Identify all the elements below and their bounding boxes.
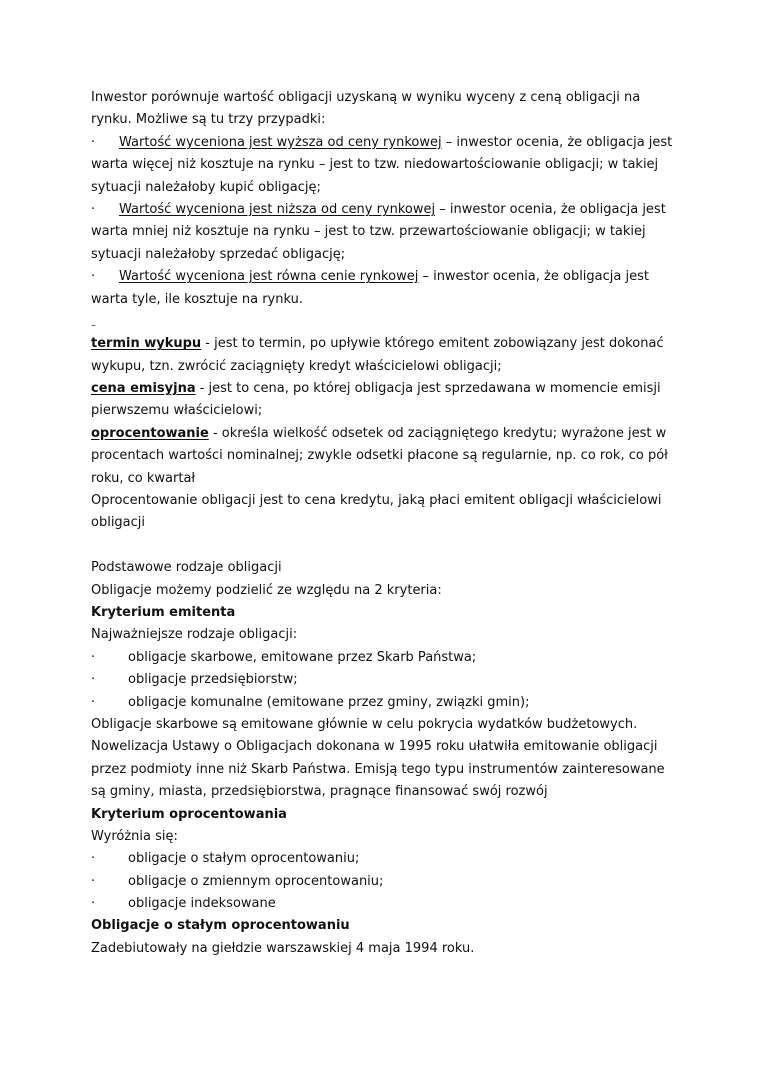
list-item-text: obligacje przedsiębiorstw;: [128, 672, 298, 688]
bullet-dot: ·: [91, 694, 96, 710]
emitent-paragraph-line: są gminy, miasta, przedsiębiorstwa, pragnące finansować swój rozwój: [91, 784, 548, 800]
oprocentowania-intro: Wyróżnia się:: [91, 828, 178, 844]
section-title: Podstawowe rodzaje obligacji: [91, 560, 282, 576]
term-definition-line: roku, co kwartał: [91, 470, 196, 486]
valuation-intro-line: rynku. Możliwe są tu trzy przypadki:: [91, 112, 326, 128]
valuation-case-higher: [91, 132, 671, 154]
case-text-line: warta tyle, ile kosztuje na rynku.: [91, 291, 303, 307]
term-termin-wykupu: [91, 333, 671, 355]
bullet-dot: ·: [91, 201, 96, 217]
emitent-intro: Najważniejsze rodzaje obligacji:: [91, 627, 298, 643]
section-intro: Obligacje możemy podzielić ze względu na 2 kryteria:: [91, 582, 442, 598]
term-oprocentowanie: [91, 423, 671, 445]
list-item: [91, 871, 671, 893]
valuation-intro-line: Inwestor porównuje wartość obligacji uzyskaną w wyniku wyceny z ceną obligacji na: [91, 90, 641, 105]
fixed-text: Zadebiutowały na giełdzie warszawskiej 4 maja 1994 roku.: [91, 940, 475, 956]
valuation-case-lower: [91, 199, 671, 221]
heading-kryterium-oprocentowania: Kryterium oprocentowania: [91, 806, 287, 822]
emitent-paragraph-line: Obligacje skarbowe są emitowane głównie w celu pokrycia wydatków budżetowych.: [91, 716, 638, 732]
separator-dash: –: [91, 319, 96, 331]
bullet-dot: ·: [91, 672, 96, 688]
term-definition: - określa wielkość odsetek od zaciągniętego kredytu; wyrażone jest w: [208, 425, 667, 441]
list-item-text: obligacje o stałym oprocentowaniu;: [128, 851, 360, 867]
case-text: – inwestor ocenia, że obligacja jest: [441, 134, 673, 150]
term-label: cena emisyjna: [91, 381, 196, 397]
list-item: [91, 692, 671, 714]
term-cena-emisyjna: [91, 378, 671, 400]
case-text: – inwestor ocenia, że obligacja jest: [435, 201, 666, 217]
list-item-text: obligacje o zmiennym oprocentowaniu;: [128, 873, 384, 889]
bullet-dot: ·: [91, 873, 96, 889]
list-item: [91, 647, 671, 669]
list-item-text: obligacje skarbowe, emitowane przez Skarb Państwa;: [128, 649, 477, 665]
bullet-dot: ·: [91, 649, 96, 665]
case-text: – inwestor ocenia, że obligacja jest: [418, 269, 649, 285]
term-label: termin wykupu: [91, 336, 202, 352]
case-text-line: warta mniej niż kosztuje na rynku – jest to tzw. przewartościowanie obligacji; w takiej: [91, 224, 646, 240]
term-label: oprocentowanie: [91, 425, 209, 441]
list-item-text: obligacje komunalne (emitowane przez gminy, związki gmin);: [128, 694, 530, 710]
emitent-paragraph-line: Nowelizacja Ustawy o Obligacjach dokonana w 1995 roku ułatwiła emitowanie obligacji: [91, 739, 658, 755]
term-definition: - jest to cena, po której obligacja jest sprzedawana w momencie emisji: [195, 381, 661, 397]
case-heading: Wartość wyceniona jest równa cenie rynkowej: [119, 269, 419, 285]
bullet-dot: ·: [91, 896, 96, 912]
oprocentowanie-note-line: obligacji: [91, 515, 146, 531]
list-item: [91, 848, 671, 870]
term-definition-line: procentach wartości nominalnej; zwykle odsetki płacone są regularnie, np. co rok, co pół: [91, 448, 668, 464]
case-text-line: sytuacji należałoby kupić obligację;: [91, 179, 321, 195]
valuation-case-equal: [91, 266, 671, 288]
list-item: [91, 669, 671, 691]
list-item: [91, 893, 671, 915]
bullet-dot: ·: [91, 851, 96, 867]
case-heading: Wartość wyceniona jest wyższa od ceny rynkowej: [119, 134, 442, 150]
heading-kryterium-emitenta: Kryterium emitenta: [91, 604, 236, 620]
oprocentowanie-note-line: Oprocentowanie obligacji jest to cena kredytu, jaką płaci emitent obligacji właścicielowi: [91, 493, 662, 509]
heading-obligacje-stale: Obligacje o stałym oprocentowaniu: [91, 918, 350, 934]
case-text-line: sytuacji należałoby sprzedać obligację;: [91, 246, 346, 262]
list-item-text: obligacje indeksowane: [128, 896, 276, 912]
emitent-paragraph-line: przez podmioty inne niż Skarb Państwa. Emisją tego typu instrumentów zainteresowane: [91, 761, 665, 777]
document-page: [91, 87, 671, 960]
term-definition: - jest to termin, po upływie którego emitent zobowiązany jest dokonać: [201, 336, 664, 352]
case-text-line: warta więcej niż kosztuje na rynku – jest to tzw. niedowartościowanie obligacji; w takiej: [91, 157, 659, 173]
term-definition-line: pierwszemu właścicielowi;: [91, 403, 263, 419]
term-definition-line: wykupu, tzn. zwrócić zaciągnięty kredyt właścicielowi obligacji;: [91, 358, 502, 374]
bullet-dot: ·: [91, 269, 96, 285]
spacer: [91, 535, 671, 557]
case-heading: Wartość wyceniona jest niższa od ceny rynkowej: [119, 201, 436, 217]
bullet-dot: ·: [91, 134, 96, 150]
